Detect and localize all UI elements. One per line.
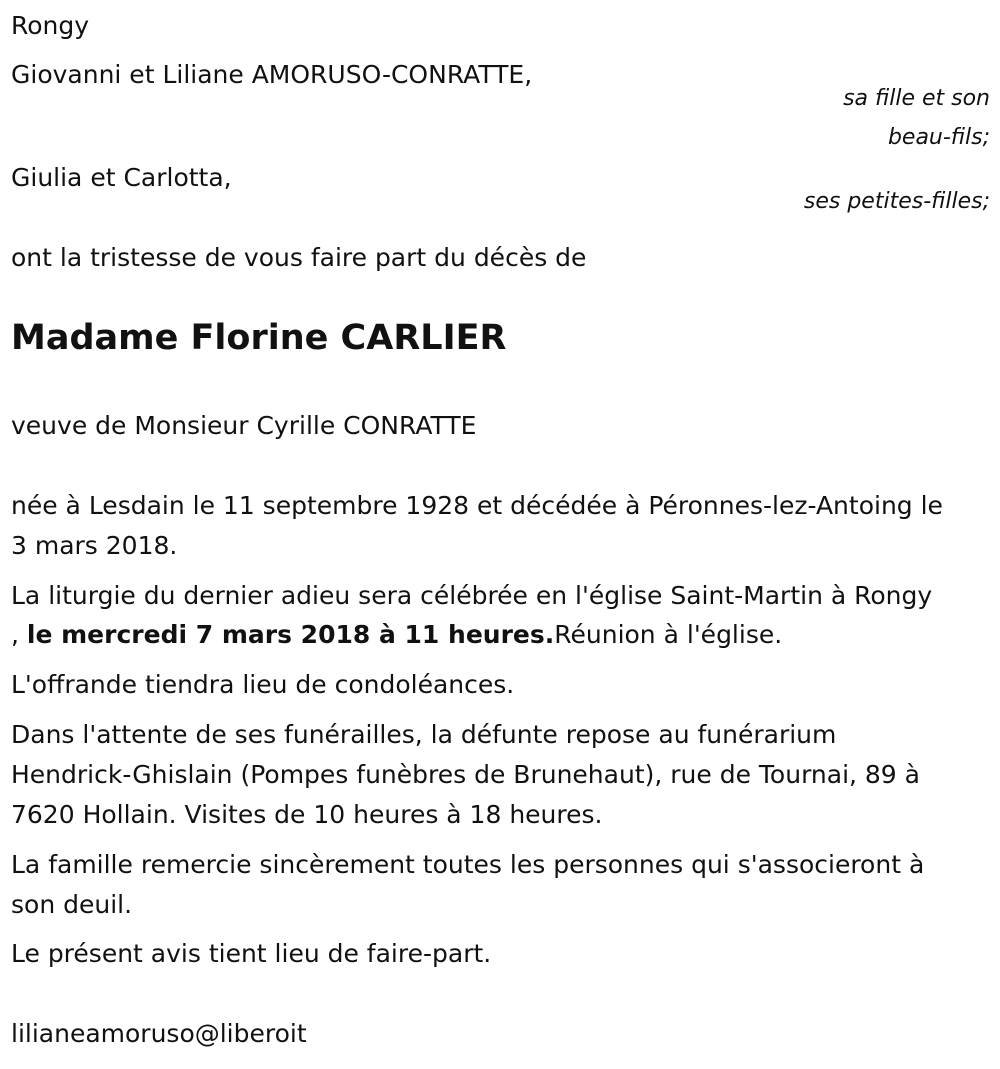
- liturgy-prefix: ,: [11, 620, 27, 649]
- thanks-line1: La famille remercie sincèrement toutes les personnes qui s'associeront à: [11, 850, 925, 879]
- liturgy-line2: [11, 615, 782, 655]
- deceased-name: Madame Florine CARLIER: [11, 318, 507, 358]
- liturgy-date-time: le mercredi 7 mars 2018 à 11 heures.: [26, 620, 555, 649]
- birth-death-line1: née à Lesdain le 11 septembre 1928 et décédée à Péronnes-lez-Antoing le: [11, 491, 943, 520]
- notice-text: Le présent avis tient lieu de faire-part.: [11, 939, 492, 968]
- widow-of-text: veuve de Monsieur Cyrille CONRATTE: [11, 411, 477, 440]
- funerarium-line1: Dans l'attente de ses funérailles, la défunte repose au funérarium: [11, 720, 837, 749]
- funerarium-line2: Hendrick-Ghislain (Pompes funèbres de Brunehaut), rue de Tournai, 89 à: [11, 760, 920, 789]
- location-text: Rongy: [11, 11, 90, 40]
- contact-email: lilianeamoruso@liberoit: [11, 1019, 307, 1048]
- birth-death-line2: 3 mars 2018.: [11, 531, 178, 560]
- liturgy-suffix: Réunion à l'église.: [554, 620, 783, 649]
- family-names-granddaughters: Giulia et Carlotta,: [11, 163, 232, 192]
- family-relation-daughter-line2: beau-fils;: [887, 125, 990, 150]
- family-names-daughter: Giovanni et Liliane AMORUSO-CONRATTE,: [11, 60, 533, 89]
- family-relation-granddaughters: ses petites-filles;: [803, 189, 990, 214]
- offering-text: L'offrande tiendra lieu de condoléances.: [11, 670, 515, 699]
- family-relation-daughter-line1: sa fille et son: [843, 86, 990, 111]
- thanks-line2: son deuil.: [11, 890, 133, 919]
- liturgy-line1: La liturgie du dernier adieu sera célébrée en l'église Saint-Martin à Rongy: [11, 581, 933, 610]
- announcement-text: ont la tristesse de vous faire part du décès de: [11, 243, 587, 272]
- funerarium-line3: 7620 Hollain. Visites de 10 heures à 18 heures.: [11, 800, 603, 829]
